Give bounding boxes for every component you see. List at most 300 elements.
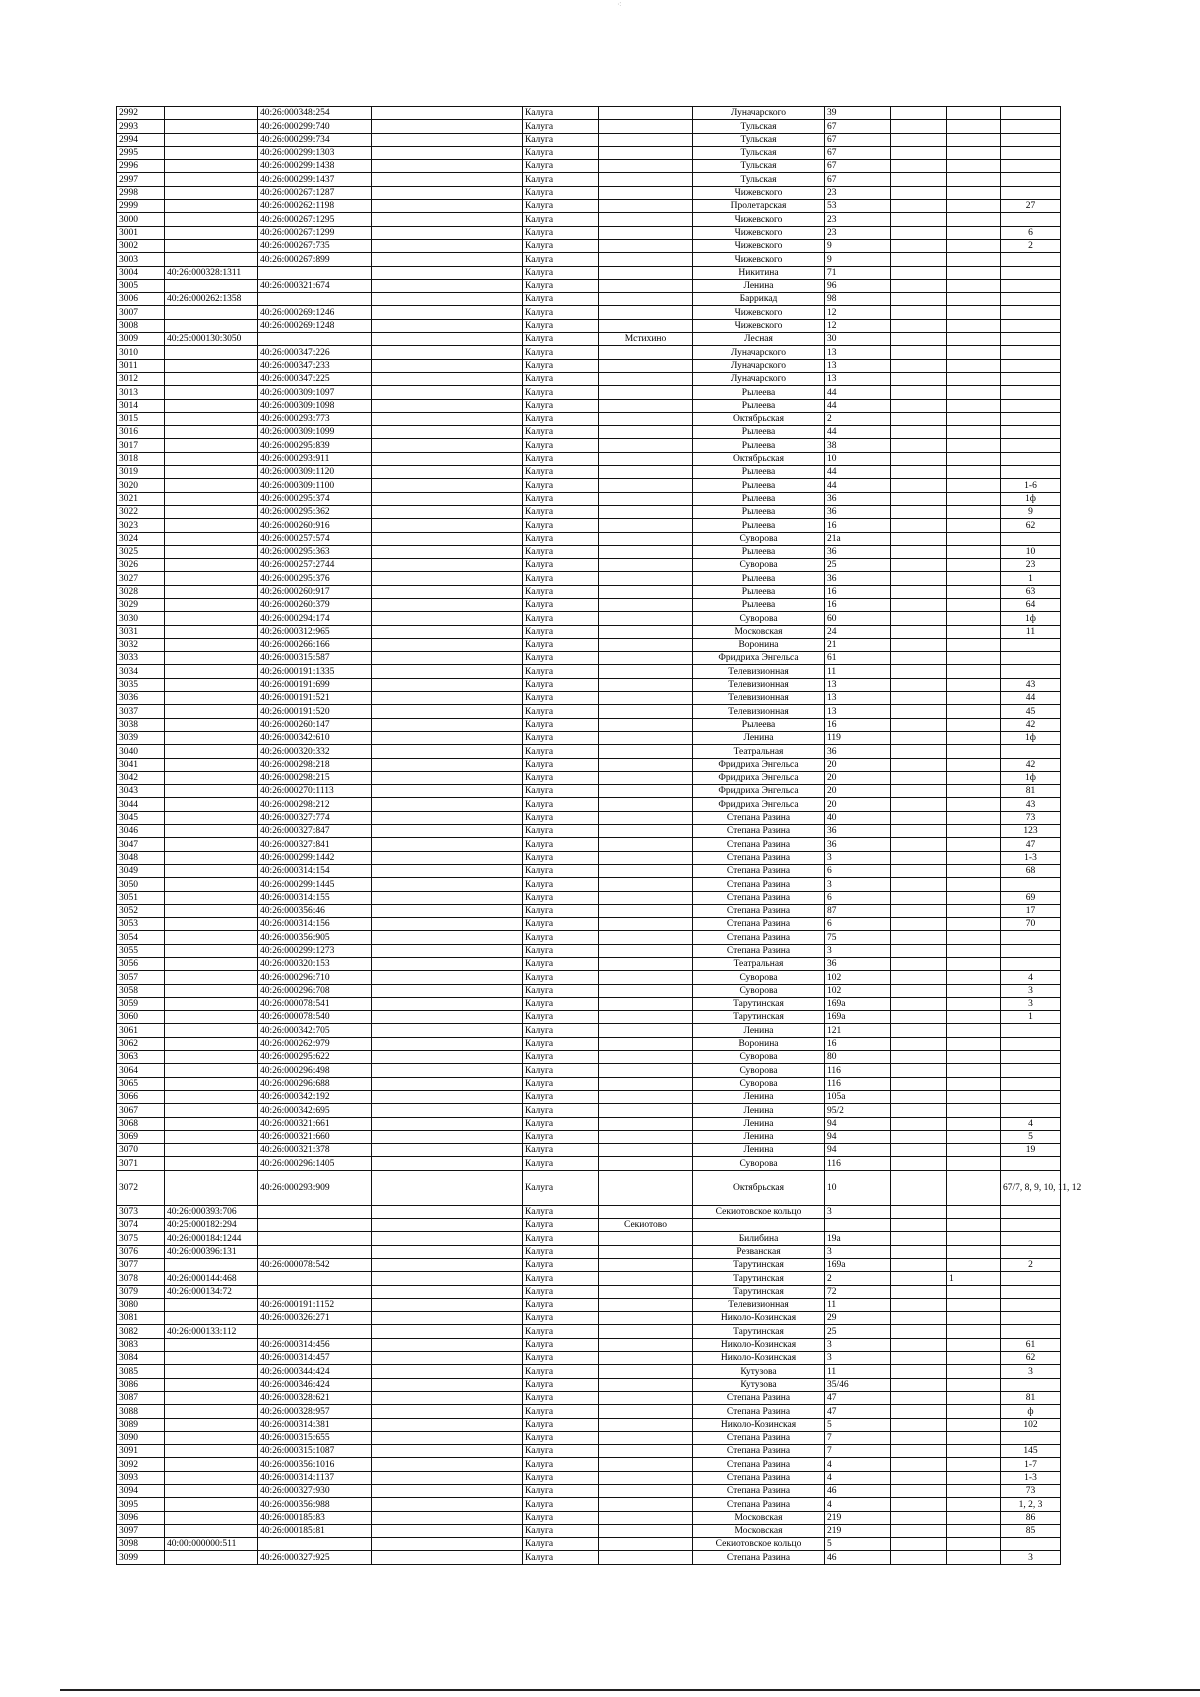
cell-house: 96 bbox=[825, 279, 891, 292]
table-row bbox=[117, 346, 1061, 359]
cell-village bbox=[599, 1090, 693, 1103]
cell-num: 3039 bbox=[117, 731, 165, 744]
cell-city: Калуга bbox=[523, 1458, 599, 1471]
cell-house: 13 bbox=[825, 346, 891, 359]
cell-e1 bbox=[891, 1219, 947, 1232]
cell-e2 bbox=[947, 146, 1001, 159]
cell-cad2: 40:26:000342:610 bbox=[258, 731, 372, 744]
cell-cad2: 40:26:000299:1442 bbox=[258, 851, 372, 864]
cell-e2 bbox=[947, 944, 1001, 957]
table-row bbox=[117, 372, 1061, 385]
cell-flat: 19 bbox=[1001, 1144, 1061, 1157]
cell-cad2 bbox=[258, 1219, 372, 1232]
cell-num: 3072 bbox=[117, 1170, 165, 1205]
cell-e1 bbox=[891, 120, 947, 133]
cell-street: Рылеева bbox=[693, 585, 825, 598]
cell-village bbox=[599, 186, 693, 199]
cell-e1 bbox=[891, 386, 947, 399]
table-row bbox=[117, 200, 1061, 213]
cell-b1 bbox=[372, 1144, 523, 1157]
cell-cad2 bbox=[258, 266, 372, 279]
cell-e1 bbox=[891, 1245, 947, 1258]
cell-e1 bbox=[891, 1272, 947, 1285]
cell-b1 bbox=[372, 1391, 523, 1404]
cell-e1 bbox=[891, 758, 947, 771]
cell-city: Калуга bbox=[523, 226, 599, 239]
table-row bbox=[117, 851, 1061, 864]
cell-e2 bbox=[947, 412, 1001, 425]
cell-e2 bbox=[947, 825, 1001, 838]
cell-e2 bbox=[947, 532, 1001, 545]
cell-cad2: 40:26:000314:156 bbox=[258, 918, 372, 931]
cell-cad2: 40:26:000315:655 bbox=[258, 1431, 372, 1444]
table-row bbox=[117, 944, 1061, 957]
table-row bbox=[117, 399, 1061, 412]
cell-e1 bbox=[891, 559, 947, 572]
cell-e2 bbox=[947, 559, 1001, 572]
cell-cad1 bbox=[165, 239, 258, 252]
cell-e2 bbox=[947, 1245, 1001, 1258]
cell-num: 3016 bbox=[117, 426, 165, 439]
table-row bbox=[117, 1258, 1061, 1271]
cell-e1 bbox=[891, 372, 947, 385]
cell-e1 bbox=[891, 306, 947, 319]
cell-b1 bbox=[372, 1338, 523, 1351]
cell-e1 bbox=[891, 532, 947, 545]
cell-cad2: 40:26:000262:1198 bbox=[258, 200, 372, 213]
cell-house: 20 bbox=[825, 798, 891, 811]
table-row bbox=[117, 878, 1061, 891]
cell-e1 bbox=[891, 1524, 947, 1537]
cell-cad2: 40:26:000346:424 bbox=[258, 1378, 372, 1391]
cell-b1 bbox=[372, 665, 523, 678]
cell-flat: 68 bbox=[1001, 864, 1061, 877]
cell-city: Калуга bbox=[523, 625, 599, 638]
cell-cad1 bbox=[165, 1011, 258, 1024]
cell-e2 bbox=[947, 572, 1001, 585]
cell-e1 bbox=[891, 1431, 947, 1444]
cell-cad1 bbox=[165, 598, 258, 611]
cell-cad1 bbox=[165, 1391, 258, 1404]
cell-num: 3095 bbox=[117, 1498, 165, 1511]
cell-flat: 1 bbox=[1001, 1011, 1061, 1024]
cell-house: 169а bbox=[825, 1011, 891, 1024]
cell-b1 bbox=[372, 971, 523, 984]
cell-city: Калуга bbox=[523, 1524, 599, 1537]
cell-e1 bbox=[891, 598, 947, 611]
cell-village bbox=[599, 665, 693, 678]
table-row bbox=[117, 1285, 1061, 1298]
cell-street: Секиотовское кольцо bbox=[693, 1538, 825, 1551]
cell-flat: ф bbox=[1001, 1405, 1061, 1418]
cell-flat: 1-6 bbox=[1001, 479, 1061, 492]
cell-house: 46 bbox=[825, 1551, 891, 1564]
cell-flat: 10 bbox=[1001, 545, 1061, 558]
cell-city: Калуга bbox=[523, 1037, 599, 1050]
cell-flat: 81 bbox=[1001, 785, 1061, 798]
cell-house: 10 bbox=[825, 1170, 891, 1205]
table-row bbox=[117, 731, 1061, 744]
cell-cad2: 40:26:000078:541 bbox=[258, 997, 372, 1010]
cell-house: 16 bbox=[825, 718, 891, 731]
cell-cad2: 40:26:000267:1299 bbox=[258, 226, 372, 239]
cell-cad2: 40:26:000315:1087 bbox=[258, 1445, 372, 1458]
cell-e1 bbox=[891, 359, 947, 372]
cell-b1 bbox=[372, 1245, 523, 1258]
cell-cad2: 40:26:000342:192 bbox=[258, 1090, 372, 1103]
cell-village bbox=[599, 798, 693, 811]
cell-cad2: 40:26:000299:1303 bbox=[258, 146, 372, 159]
table-row bbox=[117, 838, 1061, 851]
cell-b1 bbox=[372, 146, 523, 159]
cell-e1 bbox=[891, 625, 947, 638]
cell-e1 bbox=[891, 293, 947, 306]
cell-e2 bbox=[947, 1037, 1001, 1050]
cell-e1 bbox=[891, 239, 947, 252]
cell-cad2: 40:26:000260:147 bbox=[258, 718, 372, 731]
cell-cad2: 40:26:000309:1097 bbox=[258, 386, 372, 399]
cell-cad1 bbox=[165, 1258, 258, 1271]
cell-e1 bbox=[891, 1365, 947, 1378]
cell-street: Суворова bbox=[693, 1077, 825, 1090]
cell-village bbox=[599, 412, 693, 425]
cell-village bbox=[599, 492, 693, 505]
cell-village bbox=[599, 1258, 693, 1271]
cell-e2 bbox=[947, 266, 1001, 279]
cell-b1 bbox=[372, 1258, 523, 1271]
cell-city: Калуга bbox=[523, 984, 599, 997]
cell-house: 3 bbox=[825, 851, 891, 864]
cell-e1 bbox=[891, 213, 947, 226]
cell-cad1 bbox=[165, 372, 258, 385]
cell-b1 bbox=[372, 904, 523, 917]
cell-cad1 bbox=[165, 1157, 258, 1170]
cell-house: 20 bbox=[825, 771, 891, 784]
cell-num: 3023 bbox=[117, 519, 165, 532]
cell-b1 bbox=[372, 745, 523, 758]
cell-cad1 bbox=[165, 1524, 258, 1537]
cell-num: 3015 bbox=[117, 412, 165, 425]
cell-e1 bbox=[891, 1232, 947, 1245]
cell-cad1 bbox=[165, 160, 258, 173]
cell-village bbox=[599, 226, 693, 239]
cell-city: Калуга bbox=[523, 1064, 599, 1077]
cell-cad1 bbox=[165, 279, 258, 292]
cell-city: Калуга bbox=[523, 1298, 599, 1311]
cell-e1 bbox=[891, 1157, 947, 1170]
cell-e2 bbox=[947, 997, 1001, 1010]
cell-num: 3019 bbox=[117, 466, 165, 479]
cell-num: 3041 bbox=[117, 758, 165, 771]
cell-e2 bbox=[947, 160, 1001, 173]
cell-city: Калуга bbox=[523, 598, 599, 611]
cell-flat bbox=[1001, 1312, 1061, 1325]
cell-num: 3060 bbox=[117, 1011, 165, 1024]
table-row bbox=[117, 1418, 1061, 1431]
cell-cad1 bbox=[165, 133, 258, 146]
cell-num: 2999 bbox=[117, 200, 165, 213]
cell-b1 bbox=[372, 319, 523, 332]
cell-e2 bbox=[947, 931, 1001, 944]
cell-b1 bbox=[372, 1352, 523, 1365]
cell-e2 bbox=[947, 971, 1001, 984]
cell-cad2: 40:26:000314:381 bbox=[258, 1418, 372, 1431]
cell-city: Калуга bbox=[523, 798, 599, 811]
cell-street: Кутузова bbox=[693, 1365, 825, 1378]
cell-house: 3 bbox=[825, 1205, 891, 1218]
cell-village bbox=[599, 1431, 693, 1444]
cell-num: 3003 bbox=[117, 253, 165, 266]
cell-house: 102 bbox=[825, 971, 891, 984]
cell-b1 bbox=[372, 798, 523, 811]
cell-cad1 bbox=[165, 825, 258, 838]
cell-cad1 bbox=[165, 1298, 258, 1311]
cell-village bbox=[599, 1338, 693, 1351]
cell-house: 4 bbox=[825, 1498, 891, 1511]
cell-cad1 bbox=[165, 386, 258, 399]
cell-street: Ленина bbox=[693, 731, 825, 744]
cell-street: Степана Разина bbox=[693, 811, 825, 824]
cell-e2 bbox=[947, 1338, 1001, 1351]
cell-flat: 61 bbox=[1001, 1338, 1061, 1351]
cell-b1 bbox=[372, 1157, 523, 1170]
cell-num: 3027 bbox=[117, 572, 165, 585]
cell-num: 3070 bbox=[117, 1144, 165, 1157]
cell-street: Николо-Козинская bbox=[693, 1312, 825, 1325]
cell-flat bbox=[1001, 1431, 1061, 1444]
cell-flat bbox=[1001, 1378, 1061, 1391]
cell-num: 3090 bbox=[117, 1431, 165, 1444]
cell-flat bbox=[1001, 1077, 1061, 1090]
cell-b1 bbox=[372, 173, 523, 186]
cell-street: Степана Разина bbox=[693, 1391, 825, 1404]
cell-num: 2998 bbox=[117, 186, 165, 199]
cell-e2 bbox=[947, 107, 1001, 120]
cell-cad1 bbox=[165, 1445, 258, 1458]
cell-flat: 4 bbox=[1001, 971, 1061, 984]
cell-cad1: 40:26:000328:1311 bbox=[165, 266, 258, 279]
cell-e1 bbox=[891, 160, 947, 173]
cell-city: Калуга bbox=[523, 1157, 599, 1170]
cell-city: Калуга bbox=[523, 359, 599, 372]
cell-city: Калуга bbox=[523, 931, 599, 944]
cell-b1 bbox=[372, 1011, 523, 1024]
cell-e1 bbox=[891, 466, 947, 479]
cell-flat bbox=[1001, 466, 1061, 479]
cell-house: 46 bbox=[825, 1484, 891, 1497]
cell-street: Телевизионная bbox=[693, 665, 825, 678]
cell-e1 bbox=[891, 1378, 947, 1391]
cell-house: 98 bbox=[825, 293, 891, 306]
cell-cad2: 40:26:000344:424 bbox=[258, 1365, 372, 1378]
cell-e1 bbox=[891, 878, 947, 891]
cell-house: 23 bbox=[825, 186, 891, 199]
cell-flat bbox=[1001, 319, 1061, 332]
cell-city: Калуга bbox=[523, 545, 599, 558]
table-row bbox=[117, 1365, 1061, 1378]
cell-city: Калуга bbox=[523, 120, 599, 133]
table-row bbox=[117, 559, 1061, 572]
cell-house: 30 bbox=[825, 333, 891, 346]
cell-cad2: 40:26:000299:1438 bbox=[258, 160, 372, 173]
cell-num: 3032 bbox=[117, 638, 165, 651]
cell-e1 bbox=[891, 1298, 947, 1311]
cell-street: Степана Разина bbox=[693, 864, 825, 877]
cell-flat: 42 bbox=[1001, 718, 1061, 731]
cell-cad2 bbox=[258, 1205, 372, 1218]
table-row bbox=[117, 1144, 1061, 1157]
cell-house: 16 bbox=[825, 1037, 891, 1050]
cell-city: Калуга bbox=[523, 1378, 599, 1391]
cell-cad2: 40:26:000298:215 bbox=[258, 771, 372, 784]
cell-num: 3069 bbox=[117, 1130, 165, 1143]
cell-cad2: 40:26:000356:46 bbox=[258, 904, 372, 917]
cell-city: Калуга bbox=[523, 479, 599, 492]
cell-city: Калуга bbox=[523, 585, 599, 598]
cell-num: 3002 bbox=[117, 239, 165, 252]
cell-street: Воронина bbox=[693, 638, 825, 651]
cell-village bbox=[599, 1011, 693, 1024]
cell-e1 bbox=[891, 1325, 947, 1338]
cell-b1 bbox=[372, 931, 523, 944]
cell-b1 bbox=[372, 279, 523, 292]
cell-flat bbox=[1001, 665, 1061, 678]
cell-flat bbox=[1001, 452, 1061, 465]
cell-num: 3047 bbox=[117, 838, 165, 851]
cell-city: Калуга bbox=[523, 692, 599, 705]
cell-flat bbox=[1001, 1104, 1061, 1117]
cell-e2 bbox=[947, 958, 1001, 971]
cell-house: 40 bbox=[825, 811, 891, 824]
cell-house: 5 bbox=[825, 1538, 891, 1551]
cell-e2 bbox=[947, 678, 1001, 691]
cell-city: Калуга bbox=[523, 745, 599, 758]
cell-flat bbox=[1001, 186, 1061, 199]
cell-b1 bbox=[372, 1219, 523, 1232]
cell-e1 bbox=[891, 439, 947, 452]
cell-num: 3075 bbox=[117, 1232, 165, 1245]
cell-cad1 bbox=[165, 226, 258, 239]
cell-cad1 bbox=[165, 120, 258, 133]
cell-house: 53 bbox=[825, 200, 891, 213]
cell-city: Калуга bbox=[523, 1104, 599, 1117]
table-row bbox=[117, 107, 1061, 120]
cell-city: Калуга bbox=[523, 1272, 599, 1285]
cell-village bbox=[599, 1325, 693, 1338]
table-row bbox=[117, 1338, 1061, 1351]
cell-village bbox=[599, 718, 693, 731]
cell-city: Калуга bbox=[523, 891, 599, 904]
cell-street: Воронина bbox=[693, 1037, 825, 1050]
cell-flat bbox=[1001, 1051, 1061, 1064]
cell-num: 3012 bbox=[117, 372, 165, 385]
cell-e1 bbox=[891, 1352, 947, 1365]
table-row bbox=[117, 452, 1061, 465]
cell-cad1 bbox=[165, 625, 258, 638]
cell-e1 bbox=[891, 1405, 947, 1418]
cell-e1 bbox=[891, 665, 947, 678]
cell-cad1 bbox=[165, 439, 258, 452]
cell-flat: 73 bbox=[1001, 1484, 1061, 1497]
cell-b1 bbox=[372, 1298, 523, 1311]
table-row bbox=[117, 1077, 1061, 1090]
cell-e1 bbox=[891, 226, 947, 239]
table-row bbox=[117, 1024, 1061, 1037]
cell-flat bbox=[1001, 107, 1061, 120]
cell-street: Чижевского bbox=[693, 226, 825, 239]
cell-street: Суворова bbox=[693, 971, 825, 984]
cell-num: 3067 bbox=[117, 1104, 165, 1117]
cell-village bbox=[599, 1458, 693, 1471]
cell-street: Степана Разина bbox=[693, 1484, 825, 1497]
cell-num: 3054 bbox=[117, 931, 165, 944]
cell-street: Тарутинская bbox=[693, 1258, 825, 1271]
cell-cad2: 40:26:000296:1405 bbox=[258, 1157, 372, 1170]
cell-village bbox=[599, 971, 693, 984]
cell-cad1 bbox=[165, 904, 258, 917]
cell-city: Калуга bbox=[523, 572, 599, 585]
cell-house: 25 bbox=[825, 1325, 891, 1338]
cell-b1 bbox=[372, 692, 523, 705]
cell-cad1 bbox=[165, 1418, 258, 1431]
cell-b1 bbox=[372, 200, 523, 213]
cell-city: Калуга bbox=[523, 904, 599, 917]
cell-cad1: 40:26:000133:112 bbox=[165, 1325, 258, 1338]
cell-e1 bbox=[891, 1051, 947, 1064]
cell-village bbox=[599, 532, 693, 545]
cell-house: 24 bbox=[825, 625, 891, 638]
cell-street: Степана Разина bbox=[693, 918, 825, 931]
cell-e2 bbox=[947, 984, 1001, 997]
cell-cad1 bbox=[165, 359, 258, 372]
cell-house: 71 bbox=[825, 266, 891, 279]
cell-city: Калуга bbox=[523, 1405, 599, 1418]
cell-b1 bbox=[372, 452, 523, 465]
cell-e1 bbox=[891, 1458, 947, 1471]
cell-village bbox=[599, 585, 693, 598]
cell-street: Секиотовское кольцо bbox=[693, 1205, 825, 1218]
cell-house: 23 bbox=[825, 213, 891, 226]
cell-street: Ленина bbox=[693, 1104, 825, 1117]
cell-cad2: 40:26:000315:587 bbox=[258, 652, 372, 665]
cell-cad2: 40:26:000296:708 bbox=[258, 984, 372, 997]
cell-street: Тульская bbox=[693, 146, 825, 159]
property-registry bbox=[116, 106, 1082, 1565]
cell-flat bbox=[1001, 279, 1061, 292]
cell-cad2: 40:26:000191:1152 bbox=[258, 1298, 372, 1311]
cell-city: Калуга bbox=[523, 1391, 599, 1404]
cell-cad1 bbox=[165, 1511, 258, 1524]
cell-house: 116 bbox=[825, 1157, 891, 1170]
cell-num: 3011 bbox=[117, 359, 165, 372]
cell-village bbox=[599, 931, 693, 944]
table-row bbox=[117, 572, 1061, 585]
cell-cad1 bbox=[165, 652, 258, 665]
cell-house: 21 bbox=[825, 638, 891, 651]
cell-house: 44 bbox=[825, 386, 891, 399]
cell-e2 bbox=[947, 1391, 1001, 1404]
table-row bbox=[117, 585, 1061, 598]
cell-flat bbox=[1001, 745, 1061, 758]
cell-b1 bbox=[372, 918, 523, 931]
cell-village bbox=[599, 346, 693, 359]
cell-cad2 bbox=[258, 1285, 372, 1298]
cell-e1 bbox=[891, 545, 947, 558]
cell-b1 bbox=[372, 545, 523, 558]
cell-village bbox=[599, 319, 693, 332]
cell-street: Тульская bbox=[693, 160, 825, 173]
cell-house: 72 bbox=[825, 1285, 891, 1298]
